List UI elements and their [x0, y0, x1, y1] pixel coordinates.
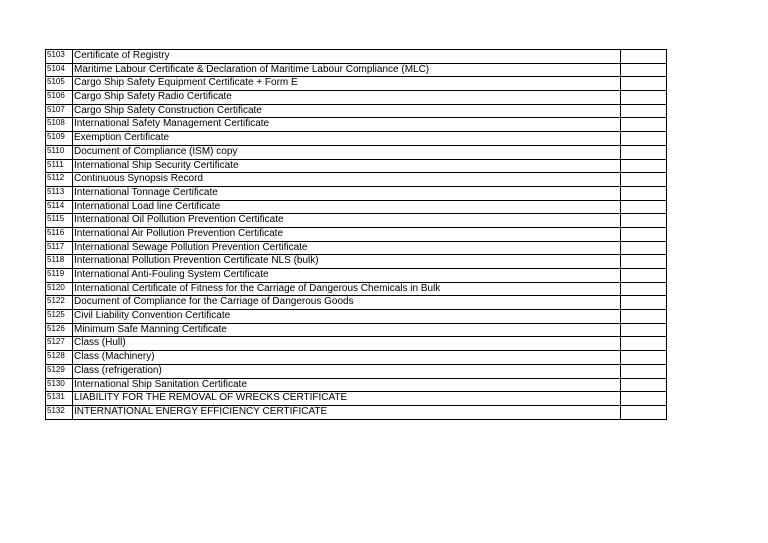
certificate-code: 5115	[46, 214, 73, 228]
certificate-code: 5112	[46, 173, 73, 187]
empty-cell	[621, 104, 667, 118]
table-row	[46, 104, 667, 118]
certificate-name: International Anti-Fouling System Certificate	[73, 269, 621, 283]
certificate-name: International Pollution Prevention Certificate NLS (bulk)	[73, 255, 621, 269]
certificate-code: 5127	[46, 337, 73, 351]
certificate-name: Class (Hull)	[73, 337, 621, 351]
empty-cell	[621, 118, 667, 132]
table-row	[46, 77, 667, 91]
certificate-name: Cargo Ship Safety Equipment Certificate + Form E	[73, 77, 621, 91]
certificate-name: Class (refrigeration)	[73, 364, 621, 378]
certificate-code: 5106	[46, 91, 73, 105]
empty-cell	[621, 337, 667, 351]
table-row	[46, 63, 667, 77]
empty-cell	[621, 269, 667, 283]
certificate-name: LIABILITY FOR THE REMOVAL OF WRECKS CERTIFICATE	[73, 392, 621, 406]
certificate-name: Maritime Labour Certificate & Declaration of Maritime Labour Compliance (MLC)	[73, 63, 621, 77]
certificate-code: 5108	[46, 118, 73, 132]
table-row	[46, 310, 667, 324]
empty-cell	[621, 296, 667, 310]
certificate-code: 5114	[46, 200, 73, 214]
empty-cell	[621, 186, 667, 200]
empty-cell	[621, 255, 667, 269]
table-row	[46, 351, 667, 365]
table-row	[46, 378, 667, 392]
table-row	[46, 323, 667, 337]
table-row	[46, 241, 667, 255]
certificate-code: 5120	[46, 282, 73, 296]
table-row	[46, 145, 667, 159]
empty-cell	[621, 77, 667, 91]
certificate-code: 5103	[46, 50, 73, 64]
table-row	[46, 186, 667, 200]
certificate-code: 5118	[46, 255, 73, 269]
empty-cell	[621, 282, 667, 296]
certificate-name: International Air Pollution Prevention Certificate	[73, 227, 621, 241]
certificate-code: 5130	[46, 378, 73, 392]
certificate-name: International Oil Pollution Prevention Certificate	[73, 214, 621, 228]
certificate-name: Certificate of Registry	[73, 50, 621, 64]
certificate-code: 5109	[46, 132, 73, 146]
certificate-name: Exemption Certificate	[73, 132, 621, 146]
certificate-name: Document of Compliance (ISM) copy	[73, 145, 621, 159]
certificate-code: 5117	[46, 241, 73, 255]
table-row	[46, 200, 667, 214]
empty-cell	[621, 364, 667, 378]
certificate-code: 5128	[46, 351, 73, 365]
table-row	[46, 364, 667, 378]
empty-cell	[621, 91, 667, 105]
table-row	[46, 337, 667, 351]
certificate-name: Document of Compliance for the Carriage of Dangerous Goods	[73, 296, 621, 310]
certificate-name: International Certificate of Fitness for the Carriage of Dangerous Chemicals in Bulk	[73, 282, 621, 296]
empty-cell	[621, 63, 667, 77]
certificate-code: 5113	[46, 186, 73, 200]
table-row	[46, 118, 667, 132]
certificate-name: Class (Machinery)	[73, 351, 621, 365]
empty-cell	[621, 173, 667, 187]
certificate-name: International Ship Sanitation Certificate	[73, 378, 621, 392]
certificate-name: Continuous Synopsis Record	[73, 173, 621, 187]
table-row	[46, 50, 667, 64]
certificate-code: 5105	[46, 77, 73, 91]
empty-cell	[621, 145, 667, 159]
table-row	[46, 269, 667, 283]
certificate-name: Cargo Ship Safety Radio Certificate	[73, 91, 621, 105]
certificate-code: 5110	[46, 145, 73, 159]
certificate-table-body	[46, 50, 667, 420]
table-row	[46, 296, 667, 310]
empty-cell	[621, 214, 667, 228]
empty-cell	[621, 200, 667, 214]
certificate-name: INTERNATIONAL ENERGY EFFICIENCY CERTIFICATE	[73, 405, 621, 419]
empty-cell	[621, 227, 667, 241]
table-row	[46, 255, 667, 269]
empty-cell	[621, 159, 667, 173]
empty-cell	[621, 378, 667, 392]
certificate-code: 5111	[46, 159, 73, 173]
certificate-code: 5131	[46, 392, 73, 406]
table-row	[46, 405, 667, 419]
certificate-name: International Tonnage Certificate	[73, 186, 621, 200]
empty-cell	[621, 392, 667, 406]
empty-cell	[621, 241, 667, 255]
certificate-code: 5129	[46, 364, 73, 378]
table-row	[46, 173, 667, 187]
table-row	[46, 91, 667, 105]
table-row	[46, 159, 667, 173]
certificate-code: 5107	[46, 104, 73, 118]
certificate-name: Cargo Ship Safety Construction Certificate	[73, 104, 621, 118]
empty-cell	[621, 310, 667, 324]
certificate-code: 5125	[46, 310, 73, 324]
certificate-name: International Load line Certificate	[73, 200, 621, 214]
empty-cell	[621, 405, 667, 419]
table-row	[46, 227, 667, 241]
certificate-table	[45, 49, 667, 420]
certificate-name: Minimum Safe Manning Certificate	[73, 323, 621, 337]
certificate-name: Civil Liability Convention Certificate	[73, 310, 621, 324]
certificate-code: 5126	[46, 323, 73, 337]
empty-cell	[621, 50, 667, 64]
certificate-code: 5116	[46, 227, 73, 241]
certificate-name: International Ship Security Certificate	[73, 159, 621, 173]
certificate-code: 5122	[46, 296, 73, 310]
table-row	[46, 282, 667, 296]
table-row	[46, 392, 667, 406]
certificate-name: International Safety Management Certificate	[73, 118, 621, 132]
certificate-code: 5104	[46, 63, 73, 77]
empty-cell	[621, 323, 667, 337]
certificate-code: 5132	[46, 405, 73, 419]
empty-cell	[621, 132, 667, 146]
certificate-code: 5119	[46, 269, 73, 283]
table-row	[46, 132, 667, 146]
certificate-name: International Sewage Pollution Prevention Certificate	[73, 241, 621, 255]
empty-cell	[621, 351, 667, 365]
table-row	[46, 214, 667, 228]
